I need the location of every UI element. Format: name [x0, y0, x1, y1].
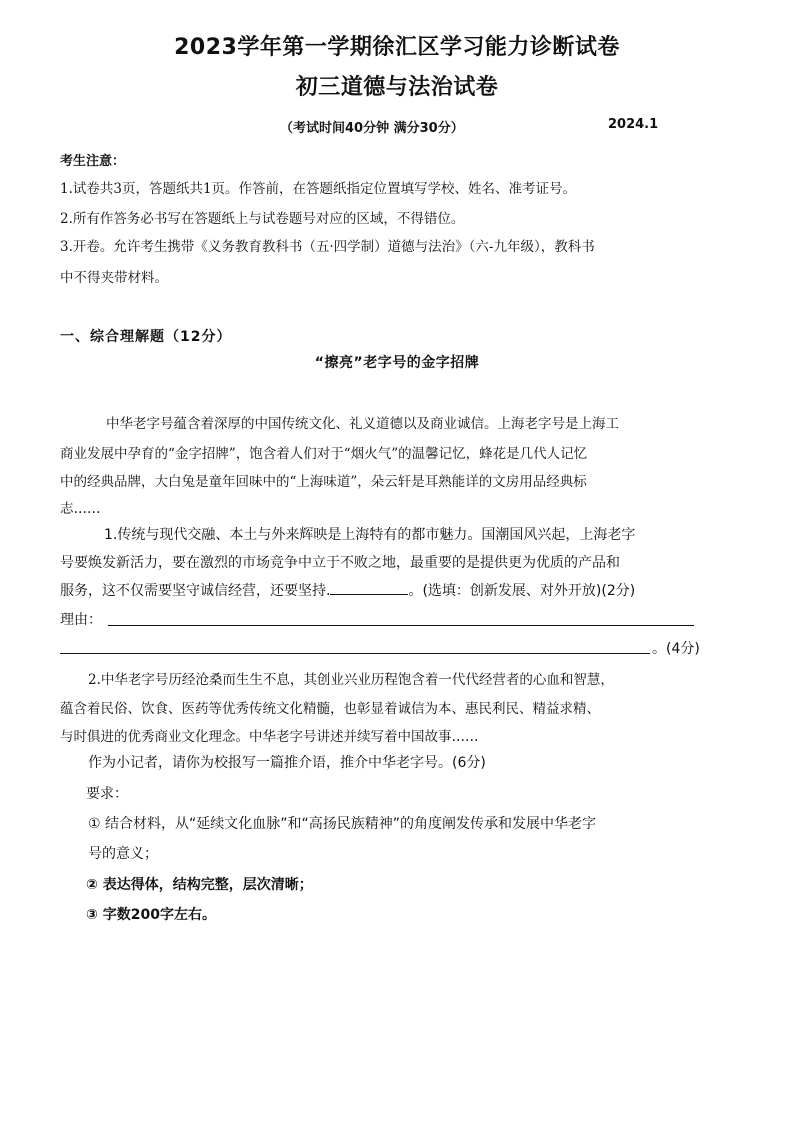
notice-item-3: 3.开卷。允许考生携带《义务教育教科书（五·四学制）道德与法治》（六-九年级），教科书 [60, 239, 595, 255]
q2-material-line-3: 与时俱进的优秀商业文化理念。中华老字号讲述并续写着中国故事…… [60, 729, 479, 745]
material-title: “擦亮”老字号的金字招牌 [314, 355, 480, 371]
q1-line-3-after: 。(选填：创新发展、对外开放)(2分) [408, 583, 636, 599]
q2-requirement-1-cont: 号的意义； [88, 846, 158, 862]
q2-task: 作为小记者，请你为校报写一篇推介语，推介中华老字号。(6分) [88, 755, 486, 771]
q2-requirement-3: ③ 字数200字左右。 [86, 907, 216, 923]
exam-title: 2023学年第一学期徐汇区学习能力诊断试卷 [174, 35, 620, 60]
material-line-1: 中华老字号蕴含着深厚的中国传统文化、礼义道德以及商业诚信。上海老字号是上海工 [106, 416, 619, 432]
q1-reason-line-1[interactable] [108, 625, 694, 626]
q1-line-2: 号要焕发新活力，要在激烈的市场竞争中立于不败之地，最重要的是提供更为优质的产品和 [60, 555, 620, 571]
notice-heading: 考生注意： [60, 154, 126, 169]
q2-requirement-1: ① 结合材料，从“延续文化血脉”和“高扬民族精神”的角度阐发传承和发展中华老字 [88, 816, 597, 832]
section-heading: 一、综合理解题（12分） [60, 329, 232, 345]
q1-line-1: 1.传统与现代交融、本土与外来辉映是上海特有的都市魅力。国潮国风兴起，上海老字 [104, 527, 636, 543]
q1-reason-line-2[interactable] [60, 653, 650, 654]
notice-item-1: 1.试卷共3页，答题纸共1页。作答前，在答题纸指定位置填写学校、姓名、准考证号。 [60, 181, 577, 197]
notice-item-3-cont: 中不得夹带材料。 [60, 270, 168, 286]
q1-line-3-before: 服务，这不仅需要坚守诚信经营，还要坚持. [60, 583, 331, 599]
material-line-4: 志…… [60, 501, 101, 517]
q2-material-line-1: 2.中华老字号历经沧桑而生生不息，其创业兴业历程饱含着一代代经营者的心血和智慧， [88, 672, 614, 688]
q1-reason-label: 理由： [60, 612, 102, 628]
exam-subject-title: 初三道德与法治试卷 [295, 75, 499, 100]
q1-answer-blank[interactable] [330, 580, 408, 595]
q1-line-3 [60, 580, 740, 600]
q1-reason-end: 。(4分) [652, 641, 700, 657]
material-line-3: 中的经典品牌，大白兔是童年回味中的“上海味道”，朵云轩是耳熟能详的文房用品经典标 [60, 474, 587, 490]
exam-info: （考试时间40分钟 满分30分） [280, 121, 464, 136]
q2-requirement-2: ② 表达得体，结构完整，层次清晰； [86, 877, 313, 893]
exam-date: 2024.1 [608, 117, 659, 132]
material-line-2: 商业发展中孕育的“金字招牌”，饱含着人们对于“烟火气”的温馨记忆，蜂花是几代人记忆 [60, 446, 588, 462]
q2-material-line-2: 蕴含着民俗、饮食、医药等优秀传统文化精髓，也彰显着诚信为本、惠民利民、精益求精、 [60, 701, 600, 717]
notice-item-2: 2.所有作答务必书写在答题纸上与试卷题号对应的区域，不得错位。 [60, 211, 465, 227]
q2-requirements-label: 要求： [86, 786, 128, 802]
